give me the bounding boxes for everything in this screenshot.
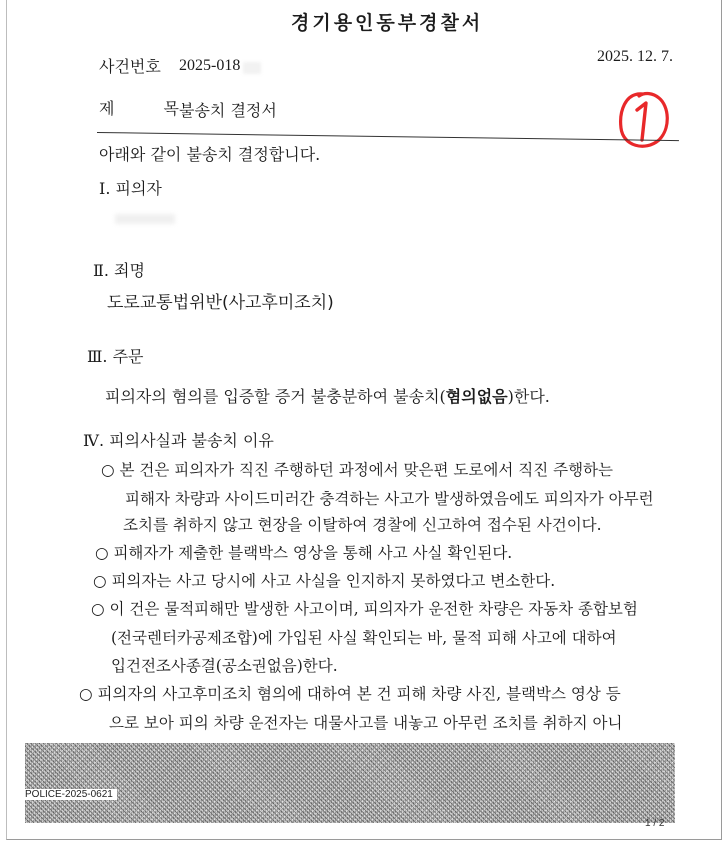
reason-line: (전국렌터카공제조합)에 가입된 사실 확인되는 바, 물적 피해 사고에 대하여 bbox=[111, 629, 617, 647]
case-number-redaction bbox=[243, 62, 261, 74]
reason-line: 피해자 차량과 사이드미러간 충격하는 사고가 발생하였음에도 피의자가 아무런 bbox=[125, 490, 654, 508]
order-text-bold: 혐의없음 bbox=[445, 387, 508, 406]
order-text bbox=[105, 384, 550, 407]
document-date: 2025. 12. 7. bbox=[597, 48, 673, 65]
reason-line: ○ 이 건은 물적피해만 발생한 사고이며, 피의자가 운전한 차량은 자동차 종합보험 bbox=[91, 600, 638, 618]
section-reasons-heading: Ⅳ. 피의사실과 불송치 이유 bbox=[83, 431, 274, 450]
suspect-redaction bbox=[115, 214, 175, 224]
section-charge-heading: Ⅱ. 죄명 bbox=[93, 261, 145, 280]
document-page bbox=[6, 0, 722, 840]
reason-line: 으로 보아 피의 차량 운전자는 대물사고를 내놓고 아무런 조치를 취하지 아니 bbox=[109, 714, 623, 732]
reason-line: ○ 피해자가 제출한 블랙박스 영상을 통해 사고 사실 확인된다. bbox=[95, 544, 513, 562]
section-suspect-heading: Ⅰ. 피의자 bbox=[99, 179, 162, 198]
reason-line: 조치를 취하지 않고 현장을 이탈하여 경찰에 신고하여 접수된 사건이다. bbox=[123, 516, 602, 534]
reason-line: ○ 피의자는 사고 당시에 사고 사실을 인지하지 못하였다고 변소한다. bbox=[93, 572, 556, 590]
case-number-label: 사건번호 bbox=[99, 57, 161, 76]
document-code: POLICE-2025-0621 bbox=[25, 789, 117, 800]
order-text-after: )한다. bbox=[507, 387, 550, 406]
reason-line: ○ 피의자의 사고후미조치 혐의에 대하여 본 건 피해 차량 사진, 블랙박스 영상 등 bbox=[79, 685, 621, 703]
order-text-before: 피의자의 혐의를 입증할 증거 불충분하여 불송치( bbox=[105, 387, 446, 406]
case-number-value: 2025-018 bbox=[179, 57, 241, 74]
section-order-heading: Ⅲ. 주문 bbox=[87, 347, 144, 366]
reason-line: ○ 본 건은 피의자가 직진 주행하던 과정에서 맞은편 도로에서 직진 주행하는 bbox=[101, 461, 613, 479]
charge-text: 도로교통법위반(사고후미조치) bbox=[107, 293, 334, 313]
reason-line: 입건전조사종결(공소권없음)한다. bbox=[111, 657, 338, 675]
page-number: 1 / 2 bbox=[645, 818, 665, 829]
document-title: 경기용인동부경찰서 bbox=[291, 12, 484, 34]
intro-text: 아래와 같이 불송치 결정합니다. bbox=[99, 145, 321, 164]
circled-one-annotation-icon bbox=[615, 88, 671, 154]
subject-value: 불송치 결정서 bbox=[179, 101, 277, 120]
redaction-noise-block bbox=[25, 743, 675, 823]
subject-label: 제 목 bbox=[99, 99, 201, 118]
header-divider bbox=[97, 132, 679, 141]
